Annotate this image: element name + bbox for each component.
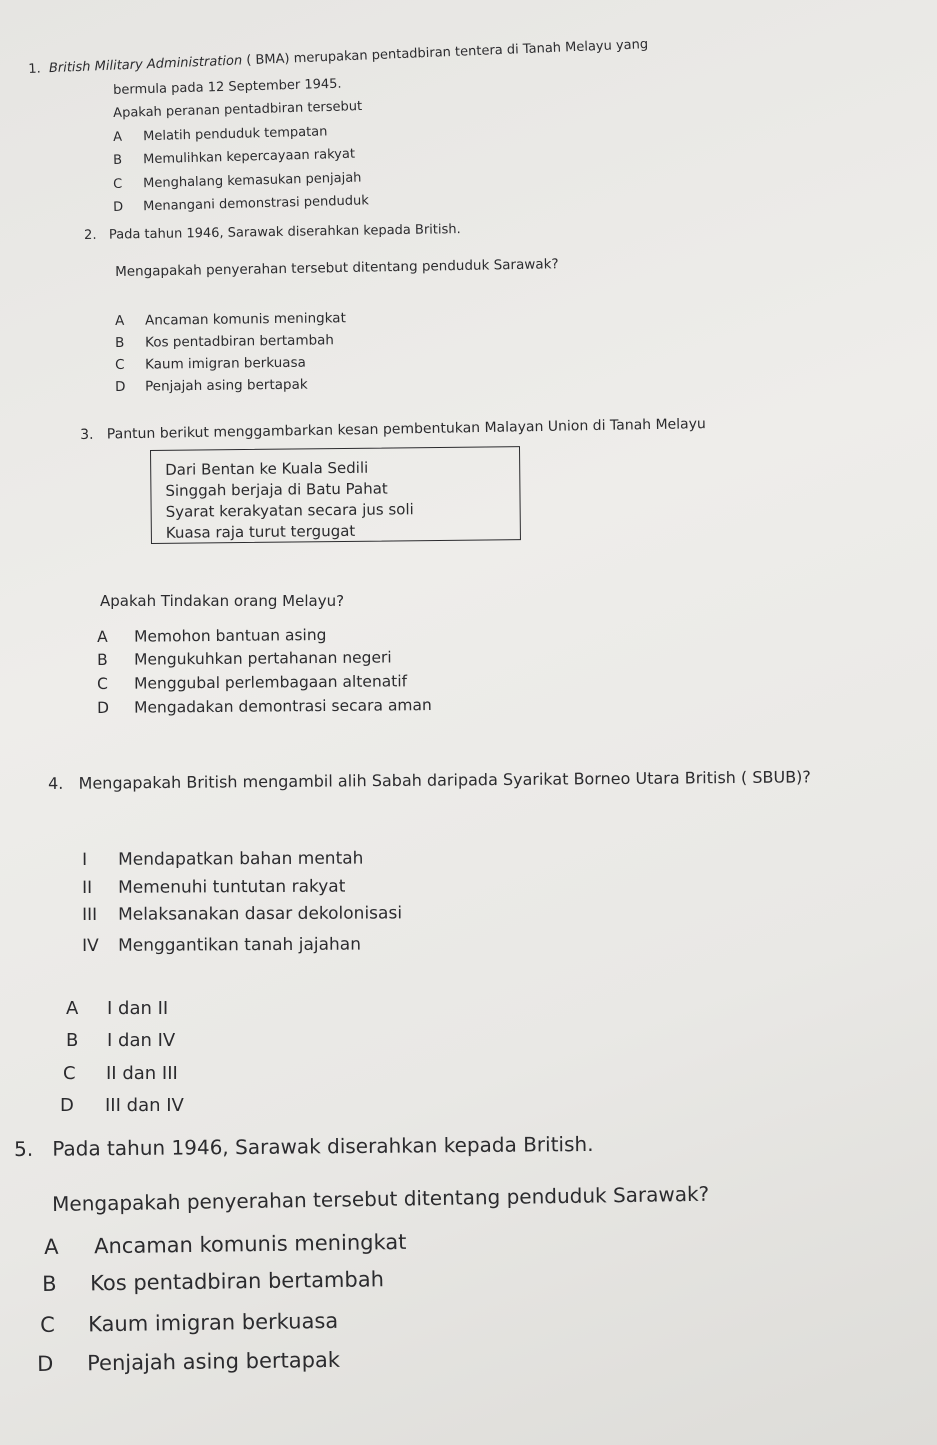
option-letter: C xyxy=(115,356,125,373)
question-2-question: Mengapakah penyerahan tersebut ditentang penduduk Sarawak? xyxy=(115,256,559,280)
question-4-statement-3 xyxy=(82,903,402,925)
option-text: Menghalang kemasukan penjajah xyxy=(142,170,362,192)
option-letter: A xyxy=(113,129,123,145)
question-3-option-a[interactable] xyxy=(97,626,327,646)
option-letter: A xyxy=(115,312,125,329)
option-letter: D xyxy=(115,378,126,395)
question-3-stem-line xyxy=(80,416,706,443)
question-2-stem-line xyxy=(84,222,461,243)
option-text: I dan IV xyxy=(107,1030,176,1051)
question-2-option-b[interactable] xyxy=(115,332,334,351)
question-1-stem: ( BMA) merupakan pentadbiran tentera di Tanah Melayu yang xyxy=(241,37,649,69)
option-letter: B xyxy=(115,334,125,351)
statement-text: Memenuhi tuntutan rakyat xyxy=(117,876,346,898)
pantun-line: Syarat kerakyatan secara jus soli xyxy=(165,500,414,521)
question-1-option-c[interactable] xyxy=(113,170,362,191)
option-letter: A xyxy=(97,627,108,646)
question-3-option-d[interactable] xyxy=(97,696,432,717)
question-5-question: Mengapakah penyerahan tersebut ditentang penduduk Sarawak? xyxy=(52,1181,710,1216)
question-1-stem-line-1 xyxy=(28,37,648,77)
option-text: Melatih penduduk tempatan xyxy=(142,124,328,145)
option-letter: B xyxy=(97,650,108,669)
option-text: Penjajah asing bertapak xyxy=(144,376,308,395)
option-letter: C xyxy=(63,1063,76,1084)
statement-numeral: IV xyxy=(82,935,99,956)
option-text: Memulihkan kepercayaan rakyat xyxy=(142,146,356,168)
statement-text: Menggantikan tanah jajahan xyxy=(117,934,362,956)
question-1-stem-emphasis: British Military Administration xyxy=(48,53,243,77)
option-text: Kaum imigran berkuasa xyxy=(87,1308,339,1337)
option-letter: B xyxy=(113,152,123,168)
question-4-option-b[interactable] xyxy=(66,1030,175,1051)
question-2-number: 2. xyxy=(84,227,97,243)
question-4-option-a[interactable] xyxy=(66,998,168,1019)
pantun-box xyxy=(150,446,521,544)
question-5-option-b[interactable] xyxy=(42,1267,384,1296)
option-text: I dan II xyxy=(107,998,169,1019)
statement-text: Mendapatkan bahan mentah xyxy=(117,848,364,870)
question-5-option-a[interactable] xyxy=(44,1230,407,1259)
question-4-stem-line xyxy=(48,767,811,793)
question-1-stem-line-2: bermula pada 12 September 1945. xyxy=(113,76,342,98)
question-1-option-d[interactable] xyxy=(113,193,369,215)
question-4-option-c[interactable] xyxy=(63,1063,178,1084)
option-text: Kos pentadbiran bertambah xyxy=(144,332,335,351)
question-3-option-c[interactable] xyxy=(97,672,407,693)
question-5-option-d[interactable] xyxy=(37,1348,340,1376)
question-4-statement-1 xyxy=(82,849,363,870)
question-5-stem-line xyxy=(14,1132,594,1161)
option-letter: A xyxy=(44,1234,59,1259)
question-5-stem: Pada tahun 1946, Sarawak diserahkan kepada British. xyxy=(52,1131,594,1161)
pantun-line: Kuasa raja turut tergugat xyxy=(165,521,356,542)
question-2-option-c[interactable] xyxy=(115,355,306,373)
question-3-question: Apakah Tindakan orang Melayu? xyxy=(100,592,345,610)
question-5-number: 5. xyxy=(14,1136,34,1161)
pantun-line: Dari Bentan ke Kuala Sedili xyxy=(165,458,369,479)
option-letter: C xyxy=(40,1312,56,1337)
option-text: Menggubal perlembagaan altenatif xyxy=(133,672,408,693)
option-letter: D xyxy=(37,1351,54,1376)
option-letter: C xyxy=(113,176,123,192)
question-4-statement-4 xyxy=(82,935,361,956)
question-3-stem: Pantun berikut menggambarkan kesan pembentukan Malayan Union di Tanah Melayu xyxy=(106,416,706,443)
option-letter: D xyxy=(113,199,124,215)
option-text: II dan III xyxy=(106,1063,178,1084)
question-1-number: 1. xyxy=(28,61,41,77)
option-text: Ancaman komunis meningkat xyxy=(144,310,346,329)
question-2-option-a[interactable] xyxy=(115,310,346,329)
option-text: Memohon bantuan asing xyxy=(133,625,327,646)
question-5-option-c[interactable] xyxy=(40,1309,338,1337)
question-4-statement-2 xyxy=(82,877,345,898)
statement-numeral: I xyxy=(82,849,88,870)
question-2-option-d[interactable] xyxy=(115,377,308,395)
option-letter: B xyxy=(66,1030,79,1051)
question-2-stem: Pada tahun 1946, Sarawak diserahkan kepada British. xyxy=(108,222,461,243)
question-4-option-d[interactable] xyxy=(60,1095,184,1116)
option-letter: B xyxy=(42,1271,57,1296)
statement-numeral: II xyxy=(82,877,93,898)
option-text: III dan IV xyxy=(105,1095,184,1116)
option-letter: C xyxy=(97,674,108,693)
question-3-option-b[interactable] xyxy=(97,648,392,669)
option-text: Menangani demonstrasi penduduk xyxy=(142,193,369,215)
option-text: Ancaman komunis meningkat xyxy=(93,1229,407,1259)
statement-numeral: III xyxy=(82,904,98,925)
question-4-number: 4. xyxy=(48,773,64,793)
option-text: Mengadakan demontrasi secara aman xyxy=(133,696,432,717)
statement-text: Melaksanakan dasar dekolonisasi xyxy=(117,903,403,925)
question-3-number: 3. xyxy=(80,426,94,443)
option-text: Penjajah asing bertapak xyxy=(86,1347,341,1376)
question-4-stem: Mengapakah British mengambil alih Sabah daripada Syarikat Borneo Utara British ( SBUB)? xyxy=(78,767,811,793)
option-letter: D xyxy=(60,1095,74,1116)
option-text: Kos pentadbiran bertambah xyxy=(89,1267,385,1296)
option-text: Mengukuhkan pertahanan negeri xyxy=(133,648,392,669)
question-1-option-a[interactable] xyxy=(113,124,328,145)
question-1-question: Apakah peranan pentadbiran tersebut xyxy=(113,99,363,121)
option-letter: A xyxy=(66,998,79,1019)
pantun-line: Singgah berjaja di Batu Pahat xyxy=(165,479,388,500)
option-text: Kaum imigran berkuasa xyxy=(144,354,306,373)
option-letter: D xyxy=(97,698,110,717)
question-1-option-b[interactable] xyxy=(113,147,355,168)
